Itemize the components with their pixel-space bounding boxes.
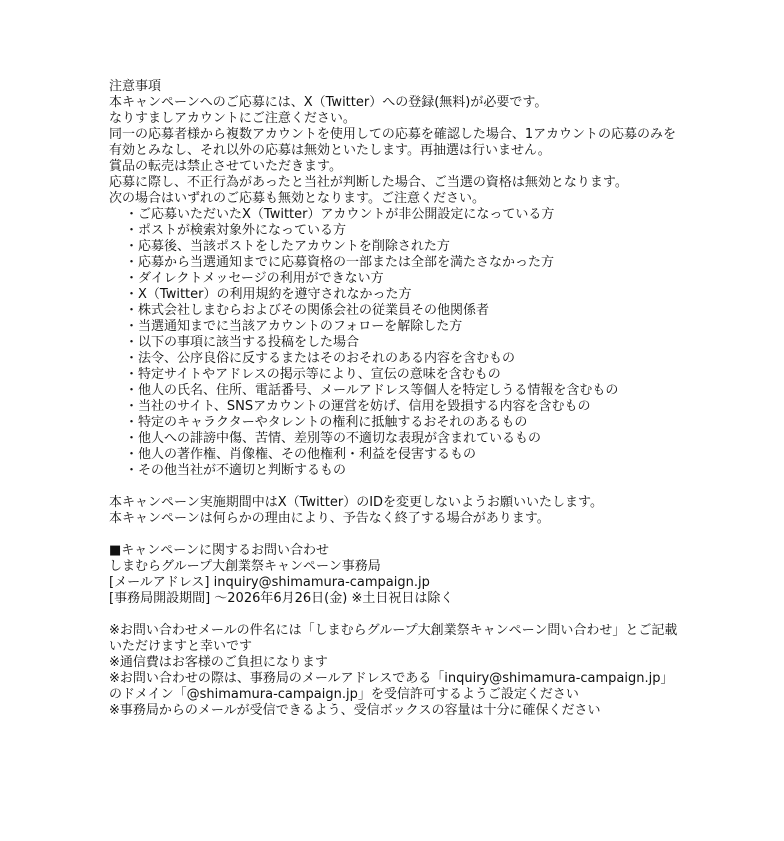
notice-paragraph: 賞品の転売は禁止させていただきます。 — [109, 159, 342, 174]
notice-paragraph: なりすましアカウントにご注意ください。 — [109, 111, 356, 126]
list-item: ・応募後、当該ポストをしたアカウントを削除された方 — [125, 239, 450, 254]
list-item: ・他人の著作権、肖像権、その他権利・利益を侵害するもの — [125, 447, 477, 462]
list-item: ・ご応募いただいたX（Twitter）アカウントが非公開設定になっている方 — [125, 207, 555, 222]
contact-office: しまむらグループ大創業祭キャンペーン事務局 — [109, 559, 381, 574]
closing-paragraph: 本キャンペーンは何らかの理由により、予告なく終了する場合があります。 — [109, 511, 550, 526]
notice-paragraph: 同一の応募者様から複数アカウントを使用しての応募を確認した場合、1アカウントの応募のみを有効とみなし、それ以外の応募は無効といたします。再抽選は行いません。 — [109, 127, 677, 158]
spacer — [109, 527, 679, 543]
list-item: ・以下の事項に該当する投稿をした場合 — [125, 335, 360, 350]
list-item: ・特定サイトやアドレスの掲示等により、宣伝の意味を含むもの — [125, 367, 501, 382]
notice-paragraph: 次の場合はいずれのご応募も無効となります。ご注意ください。 — [109, 191, 485, 206]
note: ※事務局からのメールが受信できるよう、受信ボックスの容量は十分に確保ください — [109, 703, 601, 718]
list-item: ・特定のキャラクターやタレントの権利に抵触するおそれのあるもの — [125, 415, 528, 430]
list-item: ・X（Twitter）の利用規約を遵守されなかった方 — [125, 287, 412, 302]
list-item: ・その他当社が不適切と判断するもの — [125, 463, 347, 478]
note: ※お問い合わせの際は、事務局のメールアドレスである「inquiry@shimamura-campaign.jp」のドメイン「@shimamura-campaign.jp」を受信許可するようご設定ください — [109, 671, 674, 702]
terms-document — [109, 79, 679, 719]
list-item: ・応募から当選通知までに応募資格の一部または全部を満たさなかった方 — [125, 255, 555, 270]
note: ※通信費はお客様のご負担になります — [109, 655, 328, 670]
list-item: ・当社のサイト、SNSアカウントの運営を妨げ、信用を毀損する内容を含むもの — [125, 399, 591, 414]
list-item: ・他人の氏名、住所、電話番号、メールアドレス等個人を特定しうる情報を含むもの — [125, 383, 619, 398]
contact-heading: ■キャンペーンに関するお問い合わせ — [109, 543, 330, 558]
invalid-cases-list — [109, 207, 679, 479]
list-item: ・ダイレクトメッセージの利用ができない方 — [125, 271, 384, 286]
note: ※お問い合わせメールの件名には「しまむらグループ大創業祭キャンペーン問い合わせ」とご記載いただけますと幸いです — [109, 623, 678, 654]
list-item: ・他人への誹謗中傷、苦情、差別等の不適切な表現が含まれているもの — [125, 431, 542, 446]
notice-paragraph: 応募に際し、不正行為があったと当社が判断した場合、ご当選の資格は無効となります。 — [109, 175, 628, 190]
list-item: ・法令、公序良俗に反するまたはそのおそれのある内容を含むもの — [125, 351, 516, 366]
list-item: ・株式会社しまむらおよびその関係会社の従業員その他関係者 — [125, 303, 490, 318]
notice-title: 注意事項 — [109, 79, 162, 94]
spacer — [109, 607, 679, 623]
notice-paragraph: 本キャンペーンへのご応募には、X（Twitter）への登録(無料)が必要です。 — [109, 95, 548, 110]
list-item: ・ポストが検索対象外になっている方 — [125, 223, 347, 238]
spacer — [109, 479, 679, 495]
list-item: ・当選通知までに当該アカウントのフォローを解除した方 — [125, 319, 463, 334]
closing-paragraph: 本キャンペーン実施期間中はX（Twitter）のIDを変更しないようお願いいたします。 — [109, 495, 604, 510]
contact-email: [メールアドレス] inquiry@shimamura-campaign.jp — [109, 575, 430, 590]
contact-period: [事務局開設期間] ～2026年6月26日(金) ※土日祝日は除く — [109, 591, 454, 606]
